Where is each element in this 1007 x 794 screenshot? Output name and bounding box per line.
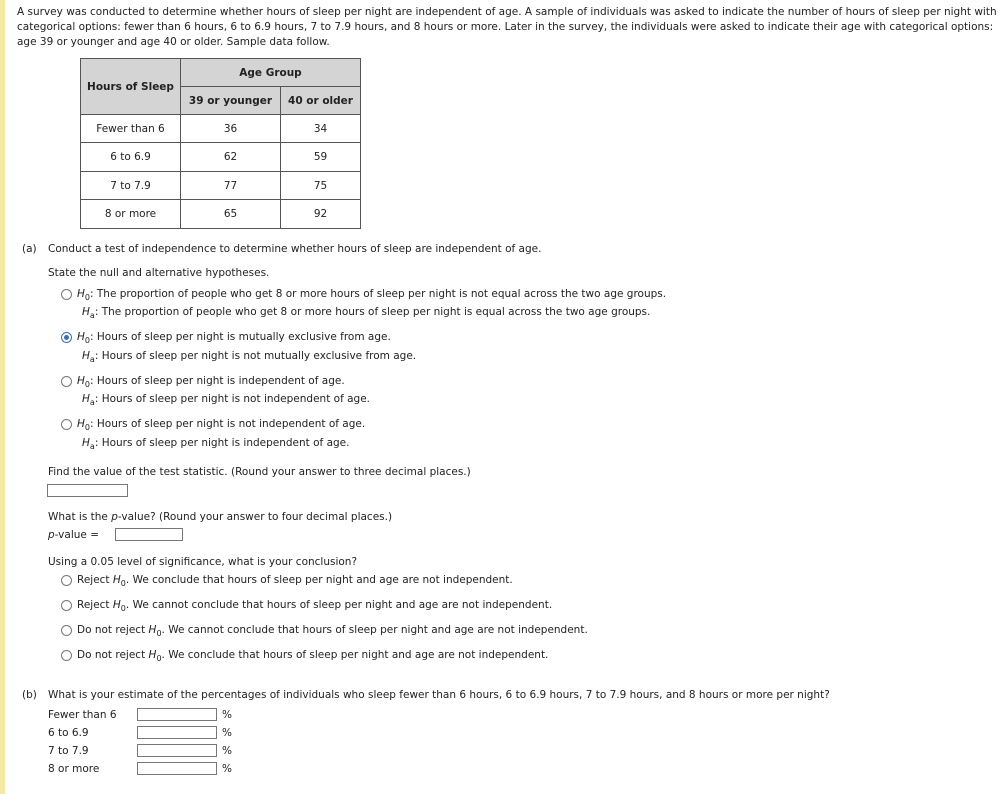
cell-value: 75 — [281, 172, 361, 200]
percent-unit: % — [222, 763, 232, 775]
hypothesis-option-1-ha: $H_a$: The proportion of people who get 8 or more hours of sleep per night is equal across the two age groups. — [82, 306, 651, 320]
cell-value: 36 — [181, 115, 281, 143]
hypothesis-option-2-ha: $H_a$: Hours of sleep per night is not mutually exclusive from age. — [82, 350, 417, 364]
cell-value: 59 — [281, 143, 361, 172]
row-header-hours-of-sleep: Hours of Sleep — [81, 59, 181, 115]
conclusion-option-1-label: Reject $H_0$. We conclude that hours of sleep per night and age are not independent. — [77, 574, 513, 588]
test-statistic-prompt: Find the value of the test statistic. (Round your answer to three decimal places.) — [48, 466, 471, 478]
hypothesis-option-3-h0: $H_0$: Hours of sleep per night is independent of age. — [77, 375, 345, 389]
row-label: 7 to 7.9 — [81, 172, 181, 200]
row-label: Fewer than 6 — [81, 115, 181, 143]
table-row — [81, 172, 361, 200]
percent-row-label: 8 or more — [48, 763, 100, 775]
hypothesis-option-2-h0: $H_0$: Hours of sleep per night is mutually exclusive from age. — [77, 331, 391, 345]
conclusion-prompt: Using a 0.05 level of significance, what is your conclusion? — [48, 556, 358, 568]
conclusion-option-2-radio[interactable] — [61, 600, 72, 611]
hypotheses-prompt: State the null and alternative hypotheses. — [48, 267, 270, 279]
part-a-question: Conduct a test of independence to determine whether hours of sleep are independent of age. — [48, 243, 542, 255]
percent-unit: % — [222, 727, 232, 739]
percent-row-label: 7 to 7.9 — [48, 745, 89, 757]
test-statistic-input[interactable] — [47, 484, 128, 497]
hypothesis-option-3-radio[interactable] — [61, 376, 72, 387]
percent-input-8-or-more[interactable] — [137, 762, 217, 775]
row-label: 8 or more — [81, 200, 181, 229]
conclusion-option-3-radio[interactable] — [61, 625, 72, 636]
hypothesis-option-3-ha: $H_a$: Hours of sleep per night is not independent of age. — [82, 393, 371, 407]
cell-value: 62 — [181, 143, 281, 172]
column-header-40-or-older: 40 or older — [281, 87, 361, 115]
percent-input-7-to-7.9[interactable] — [137, 744, 217, 757]
part-b-question: What is your estimate of the percentages of individuals who sleep fewer than 6 hours, 6 to 6.9 hours, 7 to 7.9 hours, and 8 hours or more per night? — [48, 689, 830, 701]
conclusion-option-4-radio[interactable] — [61, 650, 72, 661]
percent-unit: % — [222, 709, 232, 721]
percent-input-fewer-than-6[interactable] — [137, 708, 217, 721]
percent-row-label: Fewer than 6 — [48, 709, 117, 721]
table-row — [81, 115, 361, 143]
conclusion-option-4-label: Do not reject $H_0$. We conclude that hours of sleep per night and age are not independent. — [77, 649, 549, 663]
column-group-header-age: Age Group — [181, 59, 361, 87]
hypothesis-option-4-radio[interactable] — [61, 419, 72, 430]
cell-value: 65 — [181, 200, 281, 229]
cell-value: 92 — [281, 200, 361, 229]
hypothesis-option-4-ha: $H_a$: Hours of sleep per night is independent of age. — [82, 437, 350, 451]
problem-intro: A survey was conducted to determine whether hours of sleep per night are independent of age. A sample of individuals was asked to indicate the number of hours of sleep per night with categorical options: fewer than 6 hours, 6 to 6.9 hours, 7 to 7.9 hours, and 8 hours or more. Later in the survey, the individuals were asked to indicate their age with categorical options: age 39 or younger and age 40 or older. Sample data follow. — [17, 6, 997, 48]
column-header-39-or-younger: 39 or younger — [181, 87, 281, 115]
left-accent-bar — [0, 0, 5, 794]
conclusion-option-2-label: Reject $H_0$. We cannot conclude that hours of sleep per night and age are not independent. — [77, 599, 553, 613]
conclusion-option-3-label: Do not reject $H_0$. We cannot conclude that hours of sleep per night and age are not independent. — [77, 624, 588, 638]
p-value-prompt: What is the p-value? (Round your answer to four decimal places.) — [48, 511, 393, 523]
p-value-input[interactable] — [115, 528, 183, 541]
table-row — [81, 200, 361, 229]
p-value-label: p-value = — [48, 529, 99, 541]
hypothesis-option-4-h0: $H_0$: Hours of sleep per night is not independent of age. — [77, 418, 366, 432]
percent-unit: % — [222, 745, 232, 757]
part-a-label: (a) — [22, 243, 37, 255]
cell-value: 34 — [281, 115, 361, 143]
hypothesis-option-1-radio[interactable] — [61, 289, 72, 300]
table-row — [81, 143, 361, 172]
sample-data-table — [80, 58, 361, 229]
conclusion-option-1-radio[interactable] — [61, 575, 72, 586]
part-b-label: (b) — [22, 689, 37, 701]
row-label: 6 to 6.9 — [81, 143, 181, 172]
hypothesis-option-2-radio[interactable] — [61, 332, 72, 343]
percent-input-6-to-6.9[interactable] — [137, 726, 217, 739]
cell-value: 77 — [181, 172, 281, 200]
hypothesis-option-1-h0: $H_0$: The proportion of people who get 8 or more hours of sleep per night is not equal across the two age groups. — [77, 288, 667, 302]
percent-row-label: 6 to 6.9 — [48, 727, 89, 739]
